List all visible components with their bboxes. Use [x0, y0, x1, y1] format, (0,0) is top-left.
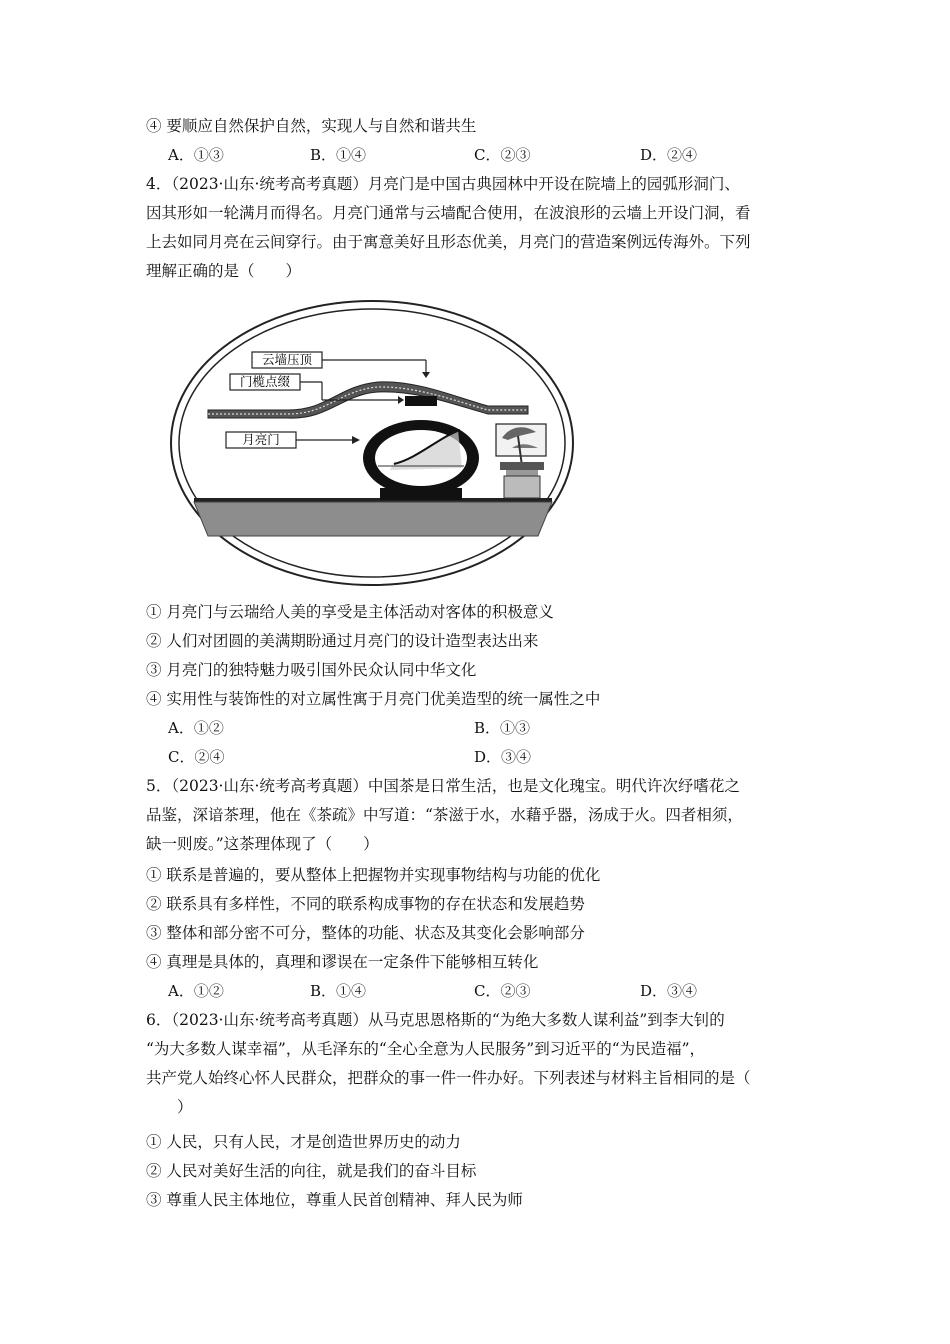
- q4-statement-3: ③ 月亮门的独特魅力吸引国外民众认同中华文化: [146, 661, 477, 679]
- q3-option-a[interactable]: A．①③: [168, 146, 224, 164]
- moon-gate-diagram: [168, 298, 576, 588]
- q4-option-d[interactable]: D．③④: [474, 748, 532, 766]
- q5-stem-line-1: 5．（2023·山东·统考高考真题）中国茶是日常生活，也是文化瑰宝。明代许次纾嗜花之: [146, 777, 740, 795]
- q3-statement-4: ④ 要顺应自然保护自然，实现人与自然和谐共生: [146, 117, 477, 135]
- q5-stem-line-2: 品鉴，深谙茶理，他在《茶疏》中写道：“茶滋于水，水藉乎器，汤成于火。四者相须，: [146, 806, 743, 824]
- q4-stem-line-2: 因其形如一轮满月而得名。月亮门通常与云墙配合使用，在波浪形的云墙上开设门洞，看: [146, 204, 751, 222]
- q5-statement-2: ② 联系具有多样性，不同的联系构成事物的存在状态和发展趋势: [146, 895, 585, 913]
- q6-statement-3: ③ 尊重人民主体地位，尊重人民首创精神、拜人民为师: [146, 1191, 523, 1209]
- q5-option-c[interactable]: C．②③: [474, 982, 531, 1000]
- q4-stem-line-4: 理解正确的是（ ）: [146, 262, 302, 280]
- q4-statement-1: ① 月亮门与云瑞给人美的享受是主体活动对客体的积极意义: [146, 603, 554, 621]
- q5-statement-4: ④ 真理是具体的，真理和谬误在一定条件下能够相互转化: [146, 953, 539, 971]
- q3-option-d[interactable]: D．②④: [640, 146, 698, 164]
- q5-statement-1: ① 联系是普遍的，要从整体上把握物并实现事物结构与功能的优化: [146, 866, 601, 884]
- label-moon-gate: 月亮门: [242, 432, 280, 447]
- q6-statement-1: ① 人民，只有人民，才是创造世界历史的动力: [146, 1133, 461, 1151]
- q5-option-d[interactable]: D．③④: [640, 982, 698, 1000]
- q6-stem-line-1: 6．（2023·山东·统考高考真题）从马克思恩格斯的“为绝大多数人谋利益”到李大钊的: [146, 1011, 725, 1029]
- q4-stem-line-3: 上去如同月亮在云间穿行。由于寓意美好且形态优美，月亮门的营造案例远传海外。下列: [146, 233, 751, 251]
- label-cloud-wall-top: 云墙压顶: [261, 352, 313, 367]
- q4-statement-4: ④ 实用性与装饰性的对立属性寓于月亮门优美造型的统一属性之中: [146, 690, 601, 708]
- q5-statement-3: ③ 整体和部分密不可分，整体的功能、状态及其变化会影响部分: [146, 924, 585, 942]
- q6-stem-line-3: 共产党人始终心怀人民群众，把群众的事一件一件办好。下列表述与材料主旨相同的是（: [146, 1069, 751, 1087]
- q4-statement-2: ② 人们对团圆的美满期盼通过月亮门的设计造型表达出来: [146, 632, 539, 650]
- q4-option-a[interactable]: A．①②: [168, 719, 224, 737]
- q3-option-c[interactable]: C．②③: [474, 146, 531, 164]
- q5-stem-line-3: 缺一则废。”这茶理体现了（ ）: [146, 835, 379, 853]
- q4-stem-line-1: 4．（2023·山东·统考高考真题）月亮门是中国古典园林中开设在院墙上的园弧形洞门、: [146, 175, 740, 193]
- q4-option-c[interactable]: C．②④: [168, 748, 225, 766]
- q5-option-b[interactable]: B．①④: [310, 982, 367, 1000]
- q4-option-b[interactable]: B．①③: [474, 719, 531, 737]
- label-gate-lintel: 门榄点缀: [239, 374, 291, 389]
- q5-option-a[interactable]: A．①②: [168, 982, 224, 1000]
- q3-option-b[interactable]: B．①④: [310, 146, 367, 164]
- q6-stem-line-4: ）: [146, 1098, 193, 1116]
- q6-statement-2: ② 人民对美好生活的向往，就是我们的奋斗目标: [146, 1162, 477, 1180]
- q6-stem-line-2: “为大多数人谋幸福”，从毛泽东的“全心全意为人民服务”到习近平的“为民造福”，: [146, 1040, 706, 1058]
